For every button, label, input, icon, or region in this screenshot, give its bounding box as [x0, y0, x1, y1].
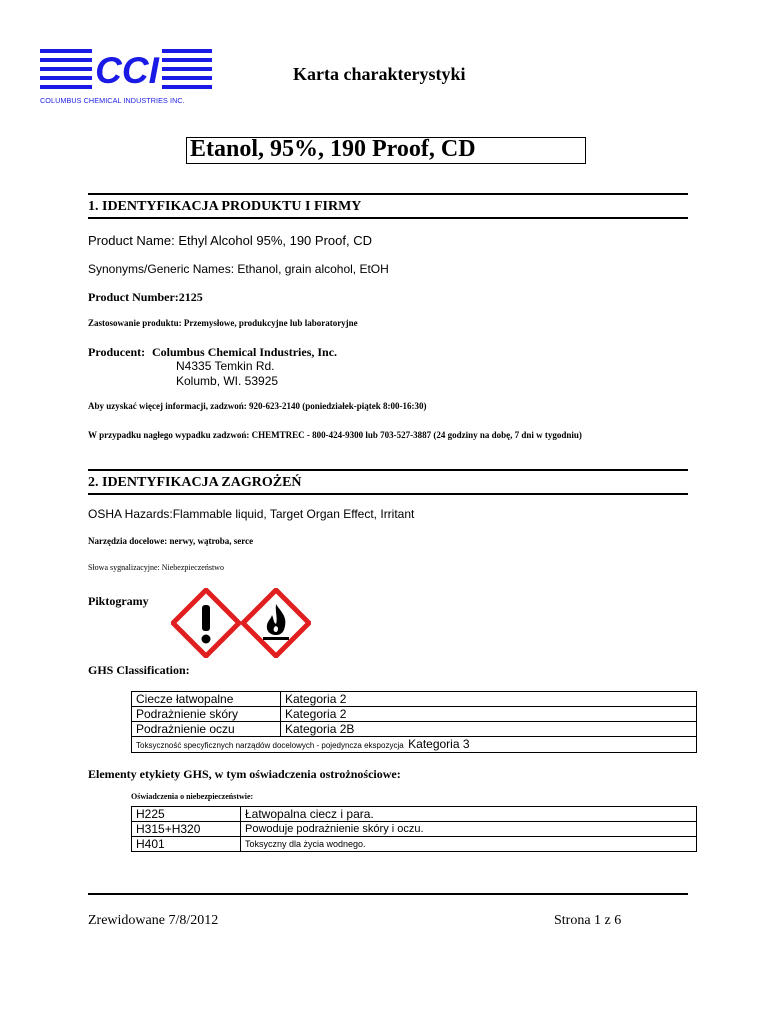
hazard-cell: Ciecze łatwopalne — [132, 692, 281, 707]
statement-text: Łatwopalna ciecz i para. — [241, 807, 697, 822]
statement-code: H315+H320 — [132, 822, 241, 837]
section-divider — [88, 193, 688, 195]
category-cell: Kategoria 2 — [281, 692, 697, 707]
hazard-text: Toksyczność specyficznych narządów docelowych - pojedyncza ekspozycja — [136, 741, 404, 750]
category-text: Kategoria 3 — [408, 737, 470, 751]
ghs-classification-table — [131, 691, 697, 753]
table-row — [132, 722, 697, 737]
hazard-statements-table — [131, 806, 697, 852]
table-row — [132, 807, 697, 822]
address-line1: N4335 Temkin Rd. — [176, 359, 275, 373]
statement-text: Powoduje podrażnienie skóry i oczu. — [241, 822, 697, 837]
signal-words: Słowa sygnalizacyjne: Niebezpieczeństwo — [88, 563, 224, 572]
exclamation-mark-icon — [171, 588, 241, 658]
product-usage: Zastosowanie produktu: Przemysłowe, produkcyjne lub laboratoryjne — [88, 318, 358, 328]
statement-code: H225 — [132, 807, 241, 822]
emergency-line: W przypadku nagłego wypadku zadzwoń: CHEMTREC - 800-424-9300 lub 703-527-3887 (24 godziny na dobę, 7 dni w tygodniu) — [88, 430, 582, 440]
product-number: Product Number:2125 — [88, 290, 203, 304]
table-row — [132, 822, 697, 837]
address-line2: Kolumb, WI. 53925 — [176, 374, 279, 388]
section2-heading: 2. IDENTYFIKACJA ZAGROŻEŃ — [88, 475, 302, 490]
category-cell: Kategoria 2B — [281, 722, 697, 737]
hazard-cell: Podrażnienie skóry — [132, 707, 281, 722]
hazard-category-cell — [132, 737, 697, 753]
section-divider — [88, 217, 688, 219]
section1-heading: 1. IDENTYFIKACJA PRODUKTU I FIRMY — [88, 199, 362, 214]
hazard-statements-label: Oświadczenia o niebezpieczeństwie: — [131, 792, 254, 801]
product-name: Product Name: Ethyl Alcohol 95%, 190 Proof, CD — [88, 233, 372, 248]
info-line: Aby uzyskać więcej informacji, zadzwoń: 920-623-2140 (poniedziałek-piątek 8:00-16:30) — [88, 401, 427, 411]
section-divider — [88, 493, 688, 495]
ghs-classification-label: GHS Classification: — [88, 663, 190, 677]
logo-text: CCI — [95, 50, 159, 91]
target-organs: Narzędzia docelowe: nerwy, wątroba, serce — [88, 536, 254, 546]
footer-divider — [88, 893, 688, 895]
flame-icon — [241, 588, 311, 658]
company-tagline: COLUMBUS CHEMICAL INDUSTRIES INC. — [40, 96, 185, 105]
statement-text: Toksyczny dla życia wodnego. — [241, 837, 697, 852]
section-divider — [88, 469, 688, 471]
pictograms-label: Piktogramy — [88, 594, 149, 608]
producer-label: Producent: — [88, 345, 146, 359]
producer-name: Columbus Chemical Industries, Inc. — [152, 345, 338, 359]
table-row — [132, 737, 697, 753]
statement-code: H401 — [132, 837, 241, 852]
table-row — [132, 692, 697, 707]
hazard-cell: Podrażnienie oczu — [132, 722, 281, 737]
revision-date: Zrewidowane 7/8/2012 — [88, 913, 219, 928]
table-row — [132, 707, 697, 722]
category-cell: Kategoria 2 — [281, 707, 697, 722]
osha-hazards: OSHA Hazards:Flammable liquid, Target Organ Effect, Irritant — [88, 507, 415, 521]
product-title: Etanol, 95%, 190 Proof, CD — [190, 136, 476, 162]
document-title: Karta charakterystyki — [293, 64, 466, 84]
page-number: Strona 1 z 6 — [554, 913, 622, 928]
ghs-label-elements: Elementy etykiety GHS, w tym oświadczenia ostrożnościowe: — [88, 767, 401, 781]
synonyms: Synonyms/Generic Names: Ethanol, grain alcohol, EtOH — [88, 262, 389, 276]
table-row — [132, 837, 697, 852]
